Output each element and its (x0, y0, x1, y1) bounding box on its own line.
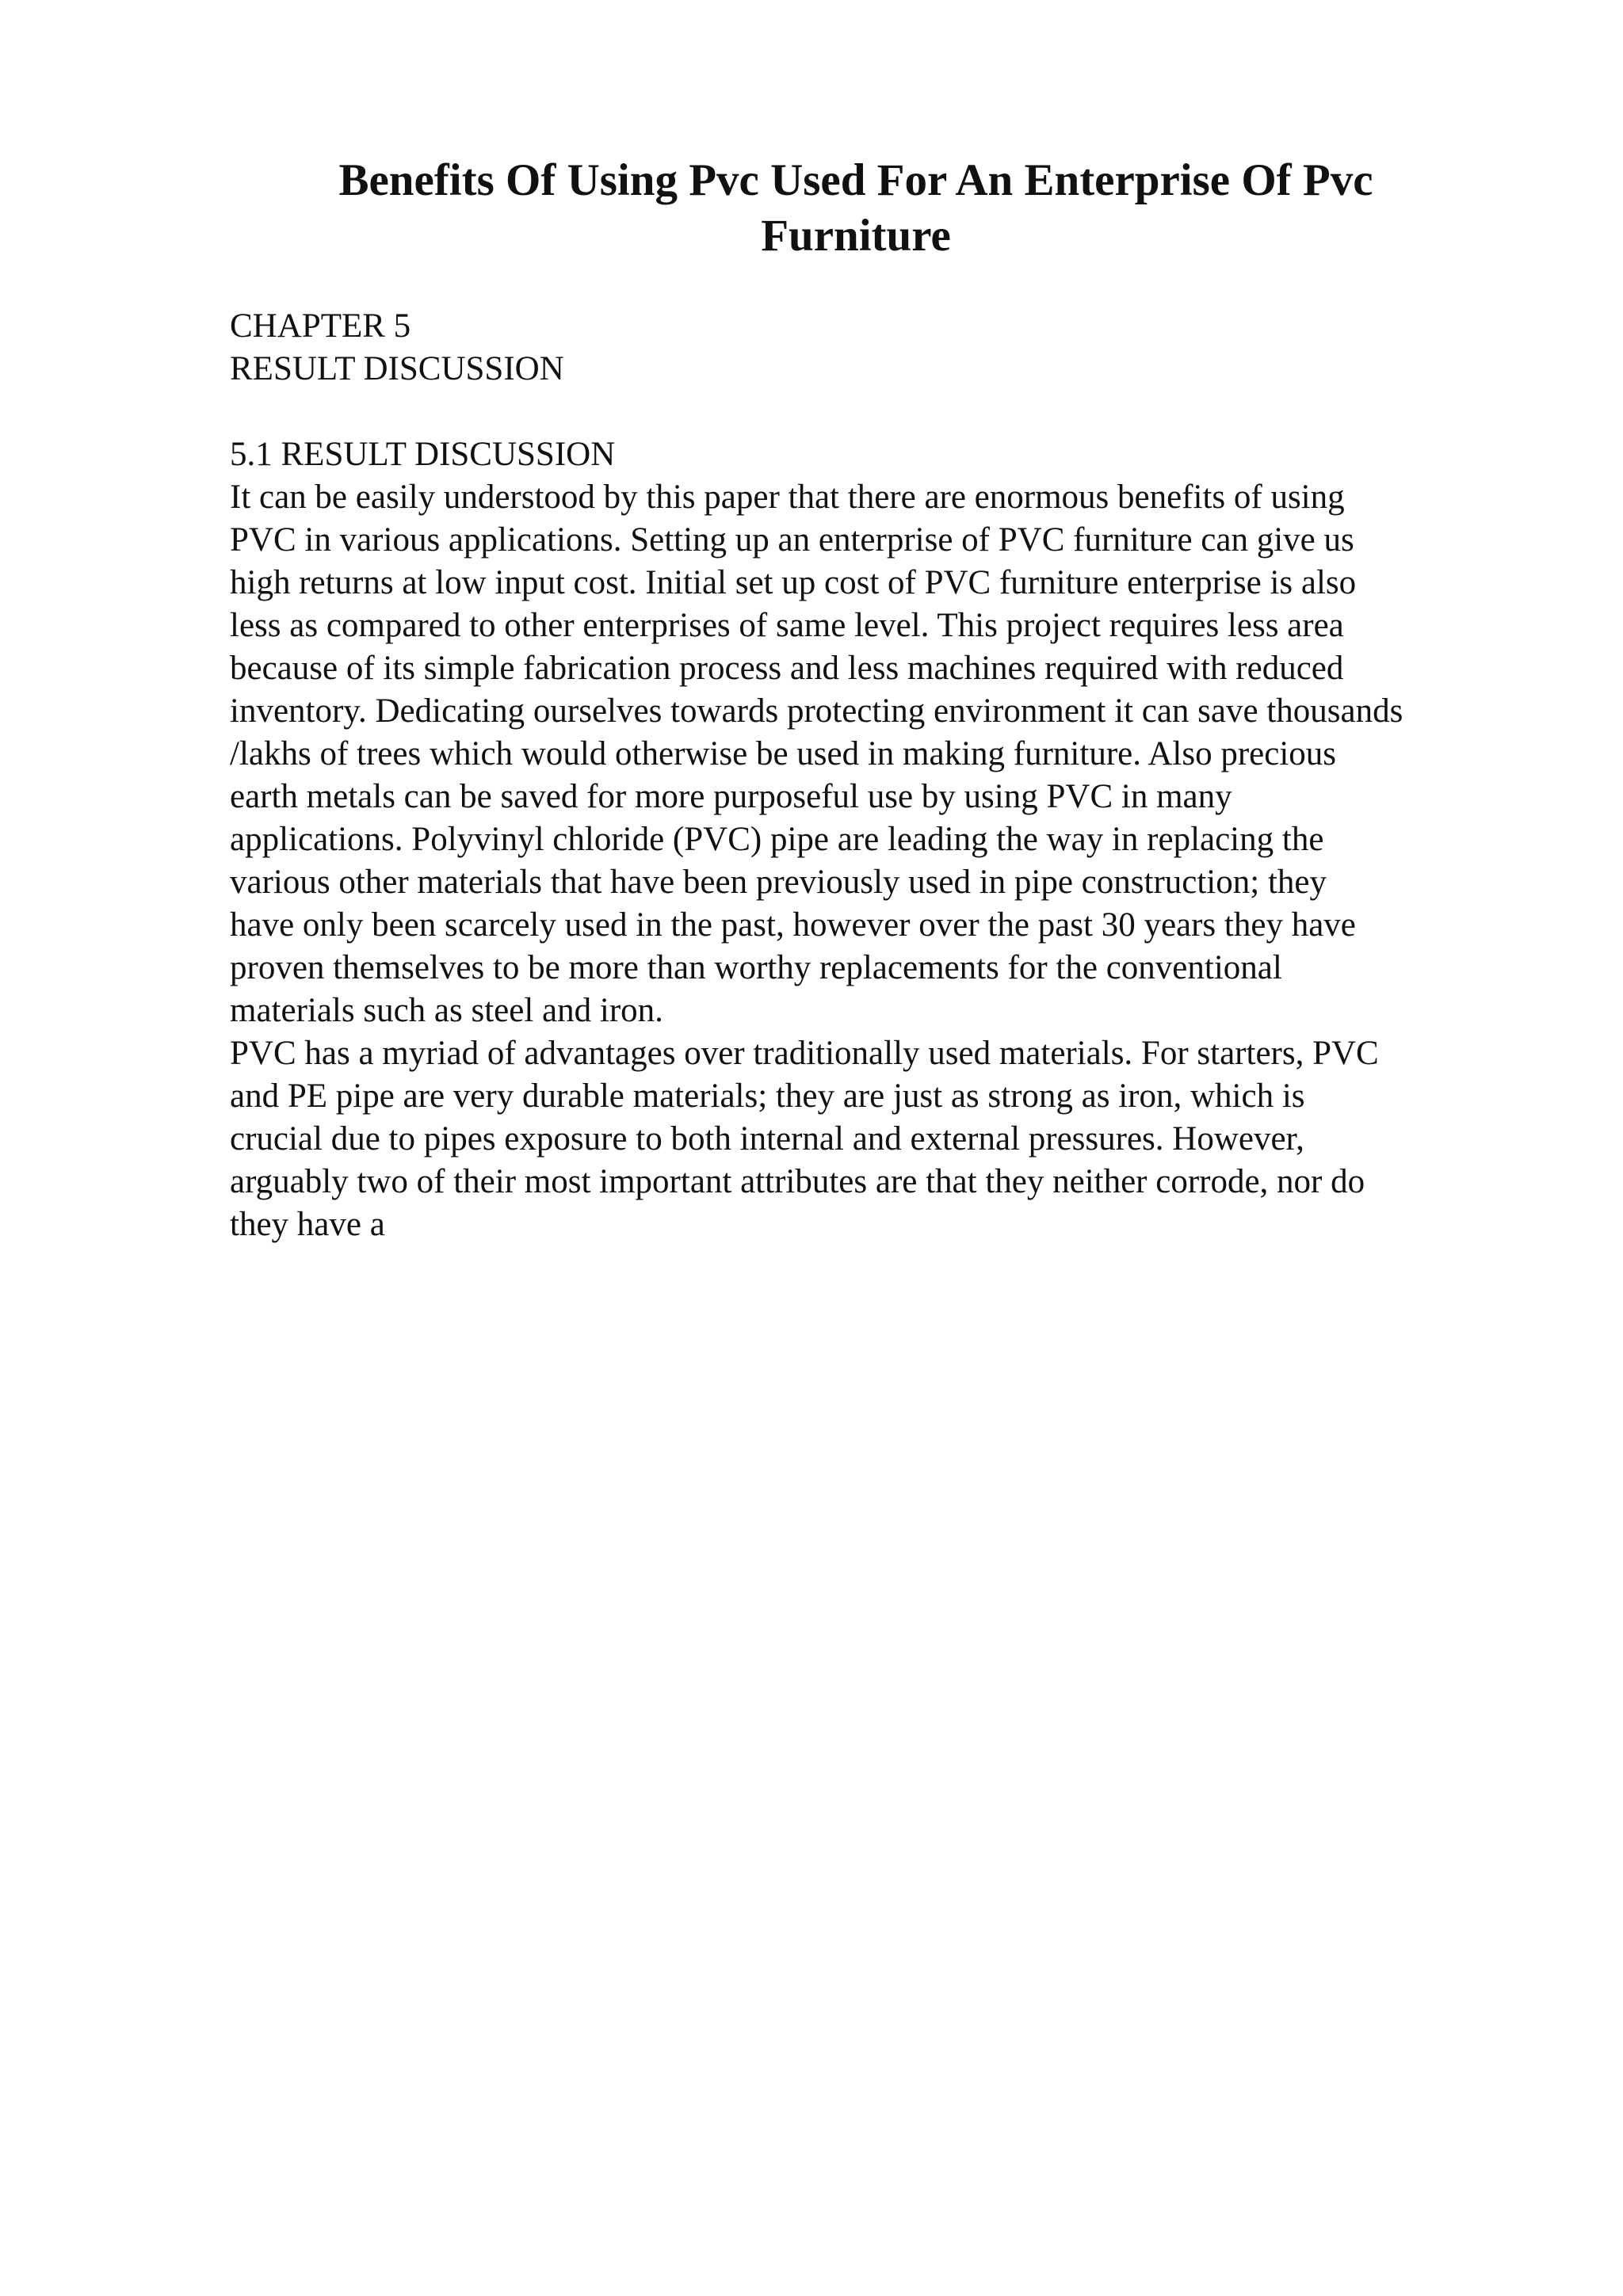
body-line: /lakhs of trees which would otherwise be used in making furniture. Also precious (230, 735, 1337, 772)
body-line: earth metals can be saved for more purposeful use by using PVC in many (230, 778, 1232, 815)
body-line: PVC in various applications. Setting up an enterprise of PVC furniture can give us (230, 521, 1354, 559)
body-line: inventory. Dedicating ourselves towards protecting environment it can save thousands (230, 692, 1403, 730)
body-line: materials such as steel and iron. (230, 992, 663, 1029)
title-line: Furniture (761, 211, 951, 261)
body-line: because of its simple fabrication process and less machines required with reduced (230, 650, 1344, 687)
body-line: less as compared to other enterprises of same level. This project requires less area (230, 607, 1344, 644)
body-line: PVC has a myriad of advantages over traditionally used materials. For starters, PVC (230, 1035, 1379, 1072)
body-line: have only been scarcely used in the past, however over the past 30 years they have (230, 906, 1356, 944)
body-line: they have a (230, 1206, 385, 1243)
body-line: arguably two of their most important attributes are that they neither corrode, nor do (230, 1163, 1365, 1200)
body-line: various other materials that have been previously used in pipe construction; they (230, 864, 1327, 901)
section-content (230, 433, 1545, 1246)
body-line: and PE pipe are very durable materials; they are just as strong as iron, which is (230, 1077, 1305, 1115)
body-line: It can be easily understood by this paper that there are enormous benefits of using (230, 479, 1345, 516)
body-line: proven themselves to be more than worthy replacements for the conventional (230, 949, 1282, 986)
body-line: applications. Polyvinyl chloride (PVC) pipe are leading the way in replacing the (230, 821, 1324, 858)
body-line: high returns at low input cost. Initial set up cost of PVC furniture enterprise is also (230, 564, 1357, 601)
body-line: crucial due to pipes exposure to both internal and external pressures. However, (230, 1120, 1304, 1158)
document-title (230, 153, 1482, 264)
body-paragraphs (230, 476, 1545, 1246)
title-line: Benefits Of Using Pvc Used For An Enterprise Of Pvc (338, 155, 1373, 205)
chapter-title: RESULT DISCUSSION (230, 350, 564, 387)
chapter-label: CHAPTER 5 (230, 307, 411, 345)
section-heading: 5.1 RESULT DISCUSSION (230, 436, 616, 473)
chapter-heading (230, 305, 1545, 391)
